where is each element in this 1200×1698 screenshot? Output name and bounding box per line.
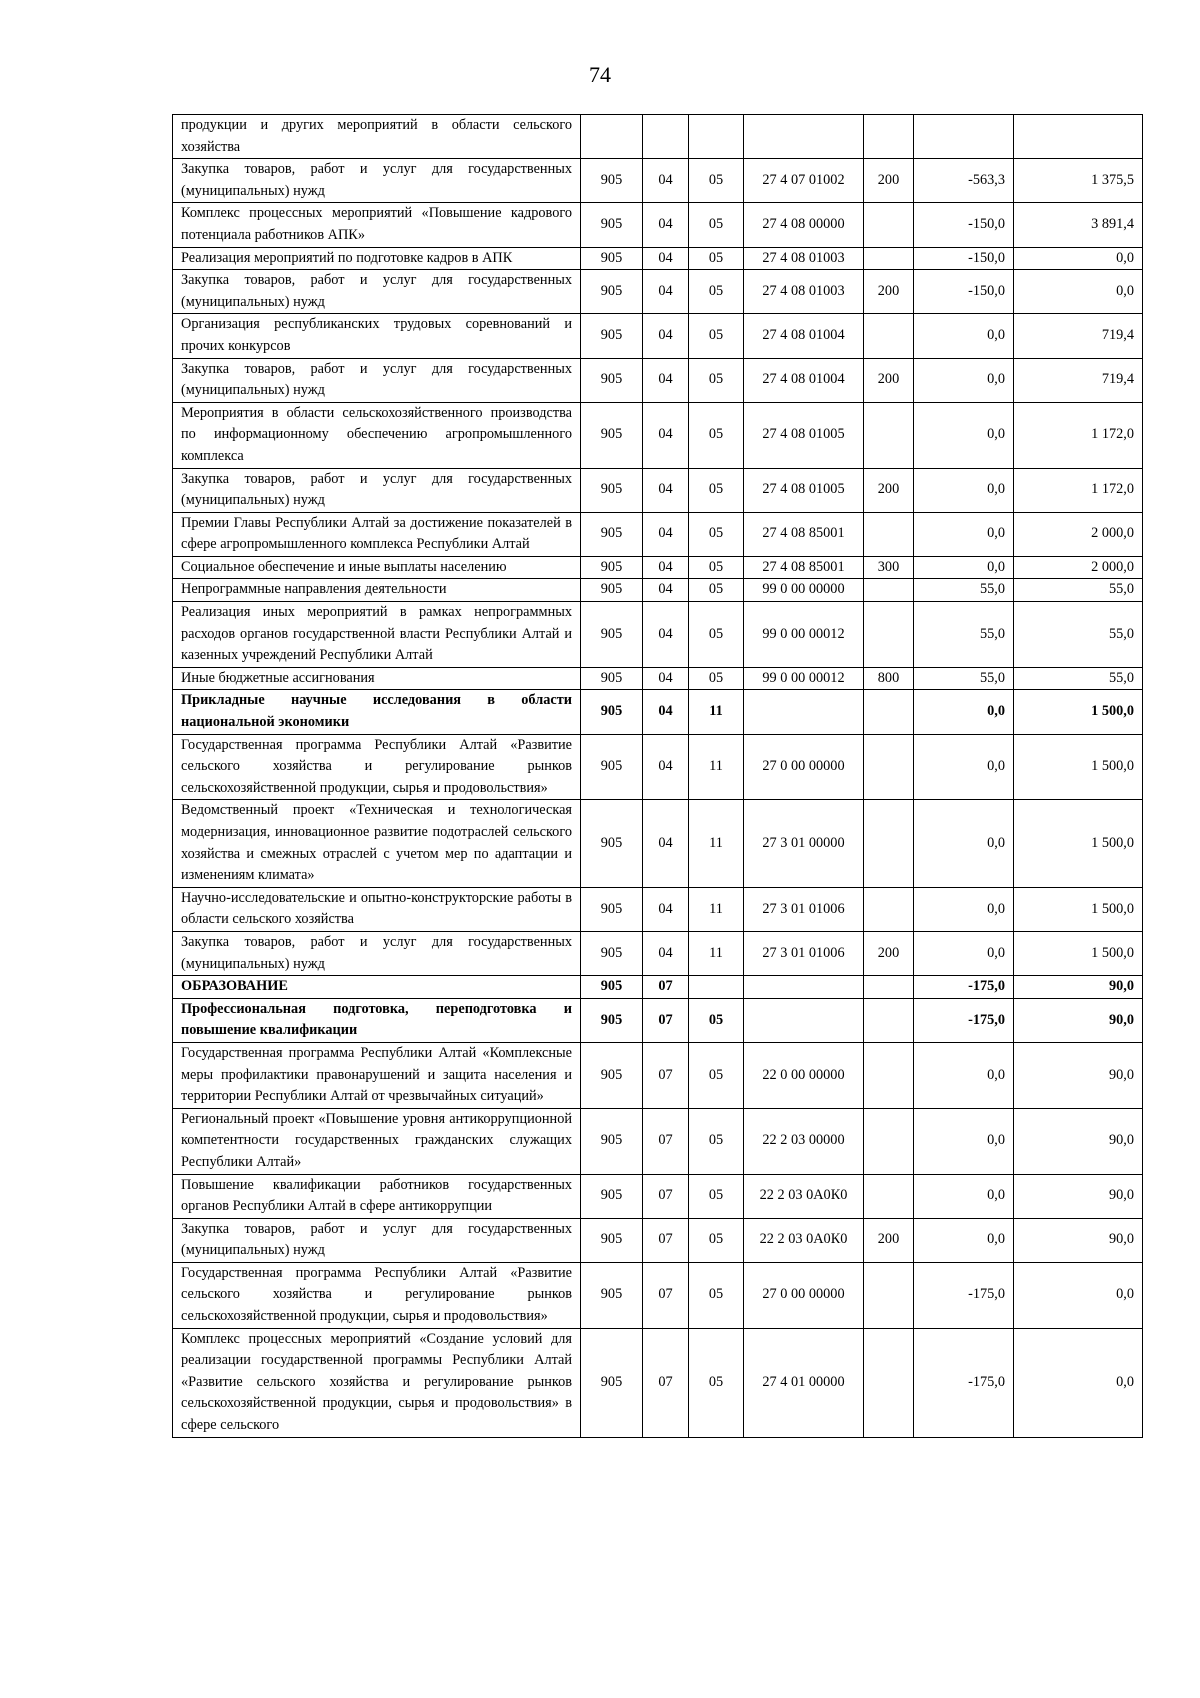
change-amount-cell: 0,0 — [914, 931, 1014, 975]
total-amount-cell: 3 891,4 — [1014, 203, 1143, 247]
target-article-cell: 27 3 01 01006 — [744, 887, 864, 931]
change-amount-cell: 55,0 — [914, 579, 1014, 602]
expense-name-cell: Государственная программа Республики Алтай «Развитие сельского хозяйства и регулирование рынков сельскохозяйственной продукции, сырья и продовольствия» — [173, 734, 581, 800]
total-amount-cell: 55,0 — [1014, 667, 1143, 690]
section-code-cell: 04 — [643, 602, 689, 668]
target-article-cell: 27 3 01 01006 — [744, 931, 864, 975]
change-amount-cell: 0,0 — [914, 800, 1014, 887]
subsection-code-cell: 05 — [689, 1328, 744, 1437]
subsection-code-cell: 05 — [689, 602, 744, 668]
target-article-cell: 27 4 08 85001 — [744, 556, 864, 579]
target-article-cell — [744, 998, 864, 1042]
target-article-cell — [744, 690, 864, 734]
table-row — [173, 1218, 1143, 1262]
expense-type-cell — [864, 1328, 914, 1437]
ministry-code-cell: 905 — [581, 931, 643, 975]
subsection-code-cell — [689, 976, 744, 999]
table-row — [173, 556, 1143, 579]
subsection-code-cell: 11 — [689, 690, 744, 734]
total-amount-cell: 1 172,0 — [1014, 468, 1143, 512]
section-code-cell: 04 — [643, 887, 689, 931]
section-code-cell: 04 — [643, 314, 689, 358]
section-code-cell: 07 — [643, 1262, 689, 1328]
expense-name-cell: Премии Главы Республики Алтай за достижение показателей в сфере агропромышленного комплекса Республики Алтай — [173, 512, 581, 556]
change-amount-cell — [914, 115, 1014, 159]
expense-name-cell: Закупка товаров, работ и услуг для государственных (муниципальных) нужд — [173, 358, 581, 402]
subsection-code-cell: 05 — [689, 1108, 744, 1174]
total-amount-cell: 1 500,0 — [1014, 800, 1143, 887]
expense-name-cell: Комплекс процессных мероприятий «Создание условий для реализации государственной программы Республики Алтай «Развитие сельского хозяйства и регулирование рынков сельскохозяйственной продукции, сырья и продовольствия» в сфере сельского — [173, 1328, 581, 1437]
section-code-cell: 07 — [643, 976, 689, 999]
table-row — [173, 998, 1143, 1042]
change-amount-cell: 0,0 — [914, 358, 1014, 402]
page-number: 74 — [589, 62, 611, 87]
total-amount-cell: 1 500,0 — [1014, 734, 1143, 800]
section-code-cell: 04 — [643, 512, 689, 556]
subsection-code-cell: 05 — [689, 1174, 744, 1218]
table-row — [173, 1328, 1143, 1437]
section-code-cell: 04 — [643, 468, 689, 512]
expense-type-cell — [864, 402, 914, 468]
change-amount-cell: -175,0 — [914, 1328, 1014, 1437]
expense-type-cell: 200 — [864, 468, 914, 512]
expense-type-cell: 800 — [864, 667, 914, 690]
expense-type-cell — [864, 579, 914, 602]
section-code-cell: 04 — [643, 579, 689, 602]
ministry-code-cell: 905 — [581, 1262, 643, 1328]
section-code-cell: 04 — [643, 800, 689, 887]
total-amount-cell: 719,4 — [1014, 358, 1143, 402]
expense-type-cell — [864, 887, 914, 931]
table-row — [173, 690, 1143, 734]
expense-type-cell — [864, 314, 914, 358]
expense-name-cell: Научно-исследовательские и опытно-конструкторские работы в области сельского хозяйства — [173, 887, 581, 931]
ministry-code-cell: 905 — [581, 1108, 643, 1174]
ministry-code-cell: 905 — [581, 734, 643, 800]
section-code-cell: 04 — [643, 159, 689, 203]
target-article-cell: 27 4 08 01004 — [744, 314, 864, 358]
section-code-cell: 07 — [643, 1218, 689, 1262]
subsection-code-cell: 05 — [689, 579, 744, 602]
subsection-code-cell: 05 — [689, 159, 744, 203]
expense-name-cell: Повышение квалификации работников государственных органов Республики Алтай в сфере антикоррупции — [173, 1174, 581, 1218]
total-amount-cell: 0,0 — [1014, 1328, 1143, 1437]
change-amount-cell: -150,0 — [914, 270, 1014, 314]
ministry-code-cell: 905 — [581, 159, 643, 203]
table-row — [173, 115, 1143, 159]
table-row — [173, 314, 1143, 358]
section-code-cell: 04 — [643, 556, 689, 579]
total-amount-cell: 90,0 — [1014, 1042, 1143, 1108]
subsection-code-cell: 05 — [689, 203, 744, 247]
expense-name-cell: Региональный проект «Повышение уровня антикоррупционной компетентности государственных гражданских служащих Республики Алтай» — [173, 1108, 581, 1174]
subsection-code-cell: 05 — [689, 1042, 744, 1108]
change-amount-cell: -150,0 — [914, 247, 1014, 270]
section-code-cell: 07 — [643, 998, 689, 1042]
target-article-cell: 99 0 00 00000 — [744, 579, 864, 602]
change-amount-cell: 0,0 — [914, 402, 1014, 468]
ministry-code-cell: 905 — [581, 468, 643, 512]
expense-name-cell: Закупка товаров, работ и услуг для государственных (муниципальных) нужд — [173, 1218, 581, 1262]
expense-name-cell: ОБРАЗОВАНИЕ — [173, 976, 581, 999]
change-amount-cell: 55,0 — [914, 602, 1014, 668]
target-article-cell: 22 2 03 00000 — [744, 1108, 864, 1174]
subsection-code-cell: 11 — [689, 931, 744, 975]
expense-name-cell: Социальное обеспечение и иные выплаты населению — [173, 556, 581, 579]
ministry-code-cell: 905 — [581, 667, 643, 690]
total-amount-cell: 55,0 — [1014, 579, 1143, 602]
total-amount-cell: 0,0 — [1014, 270, 1143, 314]
change-amount-cell: -563,3 — [914, 159, 1014, 203]
section-code-cell: 07 — [643, 1174, 689, 1218]
target-article-cell: 27 4 08 01003 — [744, 270, 864, 314]
total-amount-cell: 90,0 — [1014, 1174, 1143, 1218]
total-amount-cell: 0,0 — [1014, 1262, 1143, 1328]
total-amount-cell: 1 500,0 — [1014, 931, 1143, 975]
change-amount-cell: 0,0 — [914, 734, 1014, 800]
expense-type-cell — [864, 1174, 914, 1218]
subsection-code-cell: 11 — [689, 734, 744, 800]
expense-name-cell: Закупка товаров, работ и услуг для государственных (муниципальных) нужд — [173, 468, 581, 512]
subsection-code-cell: 05 — [689, 1218, 744, 1262]
table-row — [173, 734, 1143, 800]
target-article-cell: 27 0 00 00000 — [744, 1262, 864, 1328]
subsection-code-cell: 05 — [689, 512, 744, 556]
target-article-cell: 22 0 00 00000 — [744, 1042, 864, 1108]
total-amount-cell: 90,0 — [1014, 976, 1143, 999]
expense-name-cell: Государственная программа Республики Алтай «Комплексные меры профилактики правонарушений и защита населения и территории Республики Алтай от чрезвычайных ситуаций» — [173, 1042, 581, 1108]
expense-type-cell: 300 — [864, 556, 914, 579]
change-amount-cell: 55,0 — [914, 667, 1014, 690]
subsection-code-cell: 11 — [689, 887, 744, 931]
change-amount-cell: 0,0 — [914, 1174, 1014, 1218]
change-amount-cell: 0,0 — [914, 314, 1014, 358]
expense-type-cell — [864, 1108, 914, 1174]
table-row — [173, 247, 1143, 270]
section-code-cell: 04 — [643, 247, 689, 270]
table-row — [173, 976, 1143, 999]
table-row — [173, 1174, 1143, 1218]
expense-type-cell — [864, 512, 914, 556]
budget-table — [172, 114, 1143, 1438]
table-row — [173, 203, 1143, 247]
total-amount-cell: 1 500,0 — [1014, 690, 1143, 734]
total-amount-cell — [1014, 115, 1143, 159]
table-row — [173, 512, 1143, 556]
ministry-code-cell: 905 — [581, 1042, 643, 1108]
total-amount-cell: 1 172,0 — [1014, 402, 1143, 468]
total-amount-cell: 55,0 — [1014, 602, 1143, 668]
total-amount-cell: 90,0 — [1014, 1108, 1143, 1174]
expense-name-cell: продукции и других мероприятий в области сельского хозяйства — [173, 115, 581, 159]
expense-type-cell — [864, 690, 914, 734]
table-row — [173, 1108, 1143, 1174]
target-article-cell: 99 0 00 00012 — [744, 602, 864, 668]
section-code-cell: 04 — [643, 358, 689, 402]
ministry-code-cell: 905 — [581, 690, 643, 734]
subsection-code-cell: 11 — [689, 800, 744, 887]
total-amount-cell: 2 000,0 — [1014, 512, 1143, 556]
expense-type-cell — [864, 602, 914, 668]
subsection-code-cell — [689, 115, 744, 159]
expense-name-cell: Реализация иных мероприятий в рамках непрограммных расходов органов государственной власти Республики Алтай и казенных учреждений Республики Алтай — [173, 602, 581, 668]
table-row — [173, 931, 1143, 975]
ministry-code-cell: 905 — [581, 358, 643, 402]
target-article-cell — [744, 115, 864, 159]
expense-type-cell: 200 — [864, 270, 914, 314]
ministry-code-cell: 905 — [581, 1218, 643, 1262]
total-amount-cell: 1 375,5 — [1014, 159, 1143, 203]
expense-name-cell: Закупка товаров, работ и услуг для государственных (муниципальных) нужд — [173, 159, 581, 203]
table-row — [173, 887, 1143, 931]
ministry-code-cell: 905 — [581, 314, 643, 358]
section-code-cell: 04 — [643, 690, 689, 734]
expense-name-cell: Государственная программа Республики Алтай «Развитие сельского хозяйства и регулирование рынков сельскохозяйственной продукции, сырья и продовольствия» — [173, 1262, 581, 1328]
subsection-code-cell: 05 — [689, 270, 744, 314]
section-code-cell — [643, 115, 689, 159]
ministry-code-cell: 905 — [581, 1328, 643, 1437]
expense-name-cell: Прикладные научные исследования в области национальной экономики — [173, 690, 581, 734]
table-body — [173, 115, 1143, 1438]
expense-type-cell: 200 — [864, 358, 914, 402]
change-amount-cell: 0,0 — [914, 556, 1014, 579]
subsection-code-cell: 05 — [689, 402, 744, 468]
change-amount-cell: -150,0 — [914, 203, 1014, 247]
ministry-code-cell: 905 — [581, 602, 643, 668]
target-article-cell: 27 4 08 01003 — [744, 247, 864, 270]
subsection-code-cell: 05 — [689, 556, 744, 579]
expense-name-cell: Иные бюджетные ассигнования — [173, 667, 581, 690]
expense-type-cell — [864, 800, 914, 887]
target-article-cell: 22 2 03 0А0К0 — [744, 1218, 864, 1262]
change-amount-cell: 0,0 — [914, 690, 1014, 734]
subsection-code-cell: 05 — [689, 998, 744, 1042]
expense-name-cell: Реализация мероприятий по подготовке кадров в АПК — [173, 247, 581, 270]
target-article-cell — [744, 976, 864, 999]
table-row — [173, 800, 1143, 887]
section-code-cell: 04 — [643, 931, 689, 975]
expense-name-cell: Закупка товаров, работ и услуг для государственных (муниципальных) нужд — [173, 931, 581, 975]
expense-name-cell: Профессиональная подготовка, переподготовка и повышение квалификации — [173, 998, 581, 1042]
target-article-cell: 27 0 00 00000 — [744, 734, 864, 800]
table-row — [173, 667, 1143, 690]
change-amount-cell: -175,0 — [914, 1262, 1014, 1328]
table-row — [173, 468, 1143, 512]
section-code-cell: 04 — [643, 667, 689, 690]
total-amount-cell: 90,0 — [1014, 998, 1143, 1042]
section-code-cell: 04 — [643, 734, 689, 800]
change-amount-cell: 0,0 — [914, 1108, 1014, 1174]
section-code-cell: 07 — [643, 1042, 689, 1108]
subsection-code-cell: 05 — [689, 1262, 744, 1328]
ministry-code-cell: 905 — [581, 976, 643, 999]
subsection-code-cell: 05 — [689, 358, 744, 402]
expense-type-cell: 200 — [864, 1218, 914, 1262]
target-article-cell: 22 2 03 0А0К0 — [744, 1174, 864, 1218]
subsection-code-cell: 05 — [689, 667, 744, 690]
expense-name-cell: Закупка товаров, работ и услуг для государственных (муниципальных) нужд — [173, 270, 581, 314]
expense-type-cell — [864, 1042, 914, 1108]
table-row — [173, 159, 1143, 203]
subsection-code-cell: 05 — [689, 314, 744, 358]
total-amount-cell: 719,4 — [1014, 314, 1143, 358]
ministry-code-cell: 905 — [581, 800, 643, 887]
expense-name-cell: Организация республиканских трудовых соревнований и прочих конкурсов — [173, 314, 581, 358]
change-amount-cell: 0,0 — [914, 1218, 1014, 1262]
table-row — [173, 402, 1143, 468]
section-code-cell: 04 — [643, 402, 689, 468]
expense-type-cell: 200 — [864, 931, 914, 975]
expense-type-cell — [864, 976, 914, 999]
target-article-cell: 27 4 07 01002 — [744, 159, 864, 203]
change-amount-cell: 0,0 — [914, 1042, 1014, 1108]
total-amount-cell: 0,0 — [1014, 247, 1143, 270]
target-article-cell: 27 4 08 00000 — [744, 203, 864, 247]
table-row — [173, 602, 1143, 668]
ministry-code-cell: 905 — [581, 512, 643, 556]
expense-name-cell: Мероприятия в области сельскохозяйственного производства по информационному обеспечению агропромышленного комплекса — [173, 402, 581, 468]
change-amount-cell: 0,0 — [914, 887, 1014, 931]
change-amount-cell: 0,0 — [914, 468, 1014, 512]
expense-name-cell: Комплекс процессных мероприятий «Повышение кадрового потенциала работников АПК» — [173, 203, 581, 247]
ministry-code-cell: 905 — [581, 998, 643, 1042]
section-code-cell: 04 — [643, 203, 689, 247]
expense-type-cell — [864, 115, 914, 159]
table-row — [173, 358, 1143, 402]
change-amount-cell: 0,0 — [914, 512, 1014, 556]
subsection-code-cell: 05 — [689, 247, 744, 270]
section-code-cell: 07 — [643, 1108, 689, 1174]
target-article-cell: 27 4 08 01005 — [744, 402, 864, 468]
expense-type-cell — [864, 203, 914, 247]
target-article-cell: 27 3 01 00000 — [744, 800, 864, 887]
table-row — [173, 1042, 1143, 1108]
ministry-code-cell: 905 — [581, 1174, 643, 1218]
target-article-cell: 27 4 08 01005 — [744, 468, 864, 512]
expense-type-cell — [864, 1262, 914, 1328]
table-row — [173, 579, 1143, 602]
table-row — [173, 1262, 1143, 1328]
ministry-code-cell: 905 — [581, 247, 643, 270]
ministry-code-cell: 905 — [581, 402, 643, 468]
change-amount-cell: -175,0 — [914, 976, 1014, 999]
ministry-code-cell: 905 — [581, 887, 643, 931]
total-amount-cell: 90,0 — [1014, 1218, 1143, 1262]
expense-type-cell: 200 — [864, 159, 914, 203]
section-code-cell: 07 — [643, 1328, 689, 1437]
target-article-cell: 27 4 08 01004 — [744, 358, 864, 402]
ministry-code-cell: 905 — [581, 579, 643, 602]
change-amount-cell: -175,0 — [914, 998, 1014, 1042]
section-code-cell: 04 — [643, 270, 689, 314]
ministry-code-cell: 905 — [581, 270, 643, 314]
expense-name-cell: Непрограммные направления деятельности — [173, 579, 581, 602]
ministry-code-cell — [581, 115, 643, 159]
expense-type-cell — [864, 734, 914, 800]
expense-name-cell: Ведомственный проект «Техническая и технологическая модернизация, инновационное развитие подотраслей сельского хозяйства и смежных отраслей с учетом мер по адаптации и изменениям климата» — [173, 800, 581, 887]
table-row — [173, 270, 1143, 314]
ministry-code-cell: 905 — [581, 203, 643, 247]
expense-type-cell — [864, 247, 914, 270]
ministry-code-cell: 905 — [581, 556, 643, 579]
target-article-cell: 27 4 08 85001 — [744, 512, 864, 556]
target-article-cell: 27 4 01 00000 — [744, 1328, 864, 1437]
target-article-cell: 99 0 00 00012 — [744, 667, 864, 690]
total-amount-cell: 2 000,0 — [1014, 556, 1143, 579]
total-amount-cell: 1 500,0 — [1014, 887, 1143, 931]
expense-type-cell — [864, 998, 914, 1042]
subsection-code-cell: 05 — [689, 468, 744, 512]
